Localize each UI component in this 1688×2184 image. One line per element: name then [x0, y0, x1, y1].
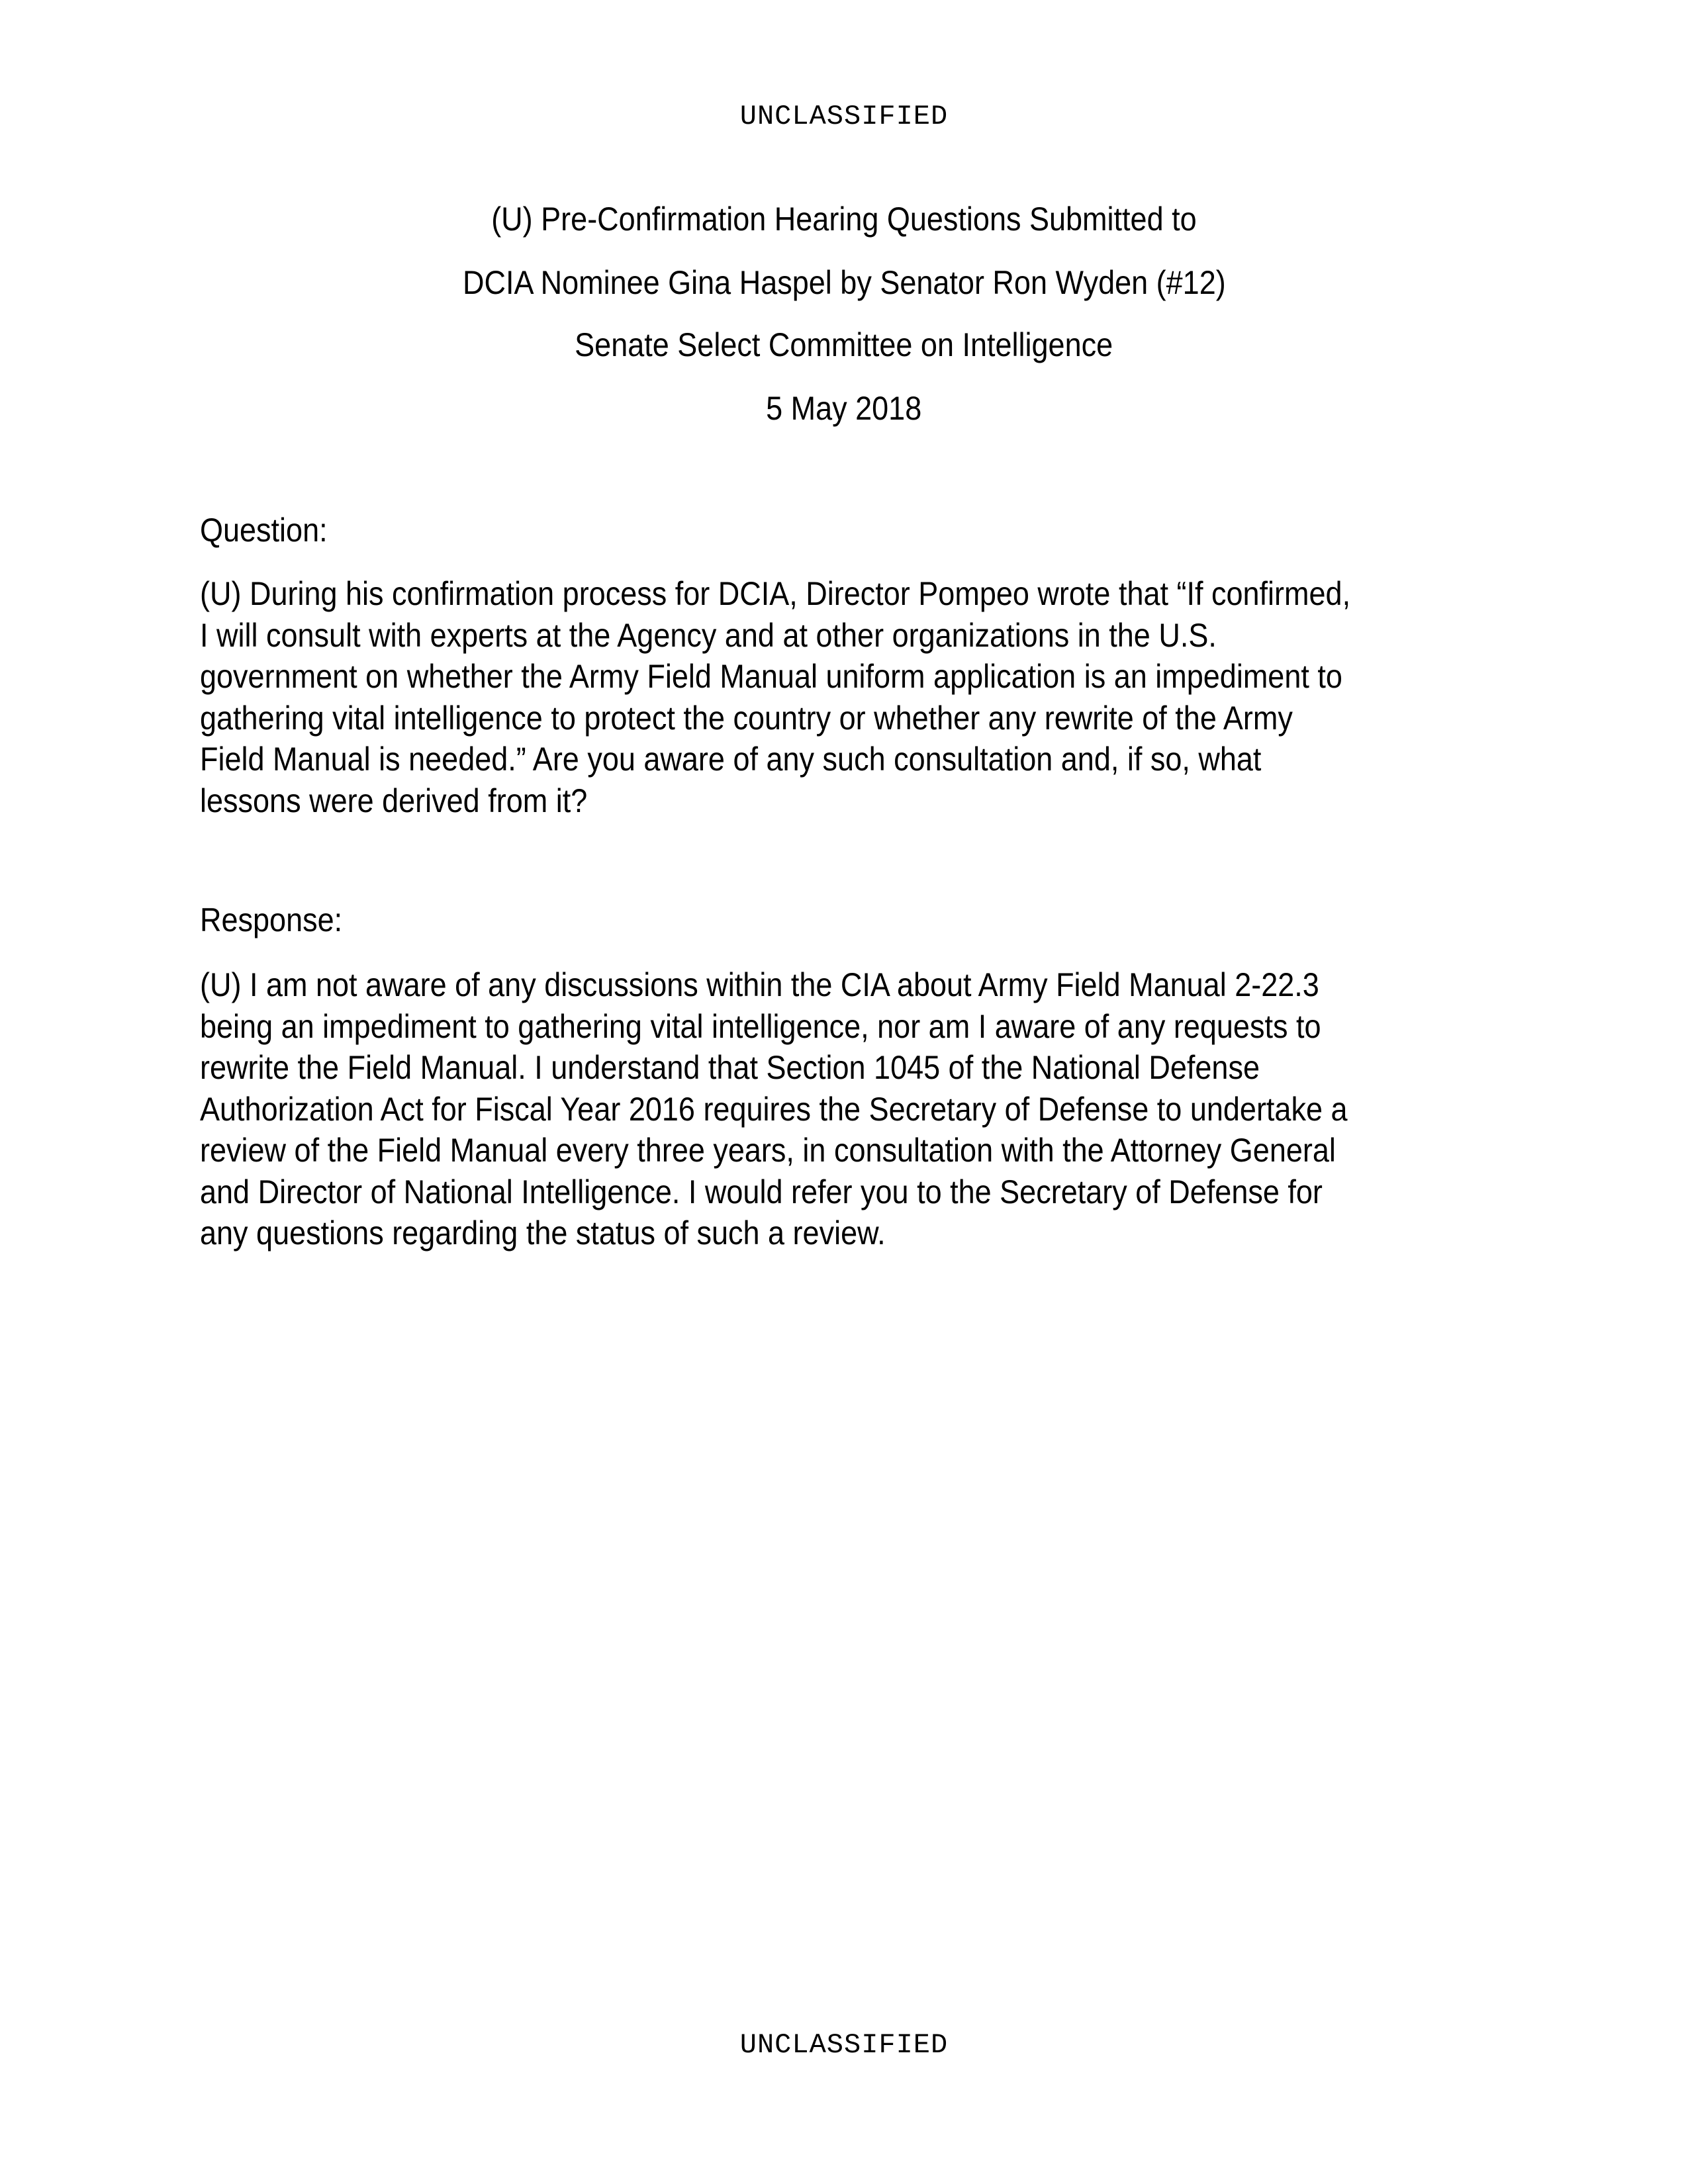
question-line: I will consult with experts at the Agency and at other organizations in the U.S.: [200, 616, 1217, 654]
title-line-3: [0, 324, 1688, 365]
question-line: lessons were derived from it?: [200, 782, 588, 819]
question-line: gathering vital intelligence to protect the country or whether any rewrite of the Army: [200, 699, 1293, 737]
response-paragraph: [200, 964, 1475, 1254]
response-line: and Director of National Intelligence. I would refer you to the Secretary of Defense for: [200, 1173, 1323, 1210]
response-line: rewrite the Field Manual. I understand that Section 1045 of the National Defense: [200, 1049, 1260, 1086]
question-line: government on whether the Army Field Manual uniform application is an impediment to: [200, 658, 1342, 695]
question-line: Field Manual is needed.” Are you aware of any such consultation and, if so, what: [200, 741, 1262, 778]
response-line: being an impediment to gathering vital intelligence, nor am I aware of any requests to: [200, 1007, 1321, 1045]
question-line: (U) During his confirmation process for DCIA, Director Pompeo wrote that “If confirmed,: [200, 575, 1351, 612]
response-line: any questions regarding the status of such a review.: [200, 1214, 886, 1251]
title-text: (U) Pre-Confirmation Hearing Questions Submitted to: [491, 201, 1197, 238]
response-label: Response:: [200, 901, 343, 938]
title-text: Senate Select Committee on Intelligence: [575, 326, 1113, 363]
date-text: 5 May 2018: [766, 390, 922, 427]
footer-classification-marking: UNCLASSIFIED: [739, 2029, 949, 2061]
title-line-1: [0, 199, 1688, 240]
title-text: DCIA Nominee Gina Haspel by Senator Ron Wyden (#12): [462, 264, 1226, 301]
question-paragraph: [200, 573, 1478, 821]
header-classification-marking: UNCLASSIFIED: [739, 101, 949, 132]
response-line: (U) I am not aware of any discussions within the CIA about Army Field Manual 2-22.3: [200, 966, 1319, 1003]
question-label: Question:: [200, 512, 328, 549]
response-line: Authorization Act for Fiscal Year 2016 requires the Secretary of Defense to undertake a: [200, 1090, 1348, 1128]
response-line: review of the Field Manual every three years, in consultation with the Attorney General: [200, 1132, 1336, 1169]
title-line-2: [0, 262, 1688, 303]
document-date: [0, 388, 1688, 429]
